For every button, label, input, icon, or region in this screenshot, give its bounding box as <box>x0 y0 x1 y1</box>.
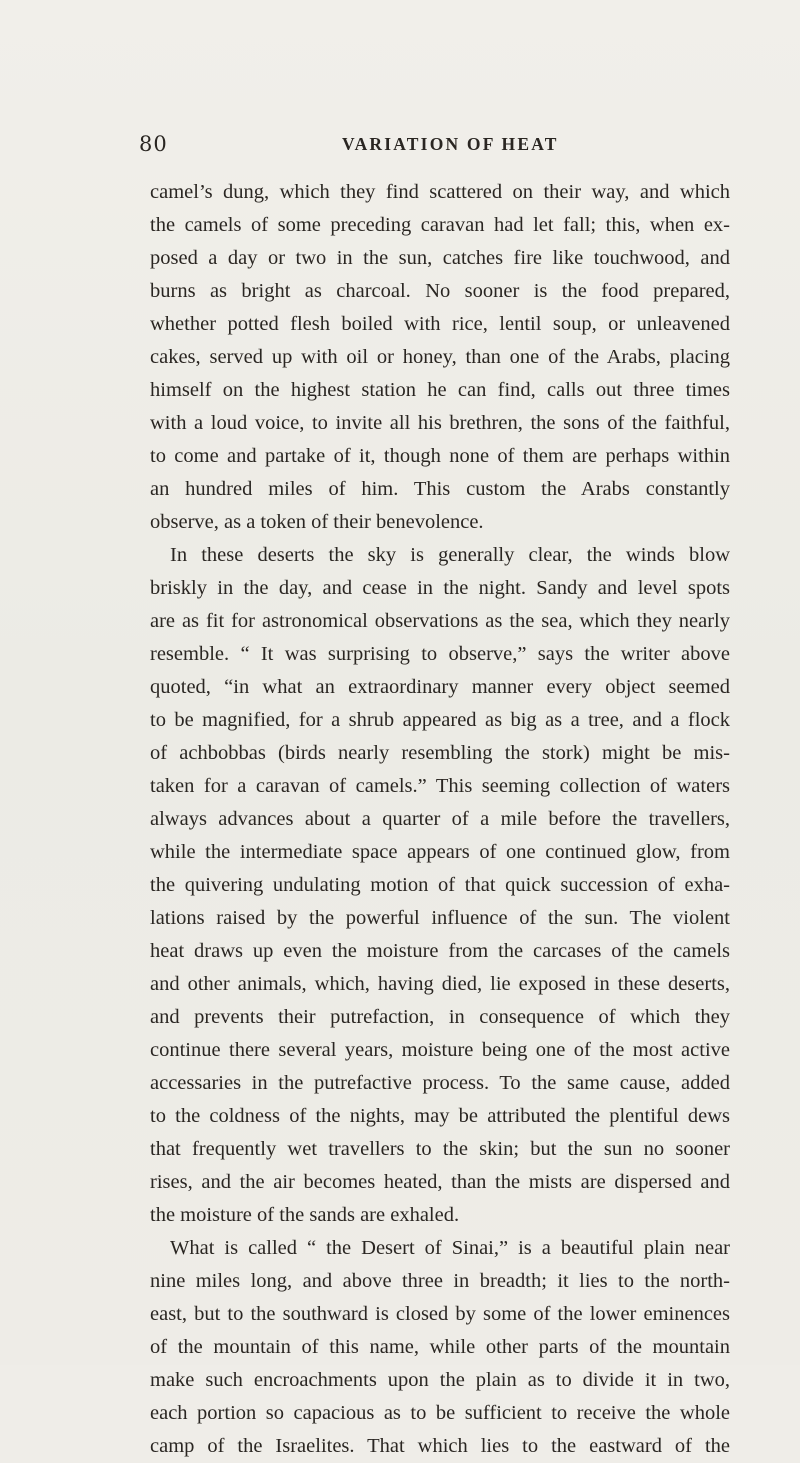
text-line: east, but to the southward is closed by some of the lower eminences <box>150 1303 730 1325</box>
page-number: 80 <box>139 132 168 156</box>
text-line: briskly in the day, and cease in the night. Sandy and level spots <box>150 577 730 599</box>
text-line: that frequently wet travellers to the skin; but the sun no sooner <box>150 1138 730 1160</box>
text-line: while the intermediate space appears of one continued glow, from <box>150 841 730 863</box>
body-text <box>150 176 730 1463</box>
text-line: taken for a caravan of camels.” This seeming collection of waters <box>150 775 730 797</box>
text-line: What is called “ the Desert of Sinai,” is a beautiful plain near <box>170 1237 730 1259</box>
text-line: an hundred miles of him. This custom the Arabs constantly <box>150 478 730 500</box>
text-line: the quivering undulating motion of that quick succession of exha- <box>150 874 730 896</box>
text-line: observe, as a token of their benevolence. <box>150 511 484 533</box>
text-line: always advances about a quarter of a mile before the travellers, <box>150 808 730 830</box>
text-line: quoted, “in what an extraordinary manner every object seemed <box>150 676 730 698</box>
text-line: In these deserts the sky is generally clear, the winds blow <box>170 544 730 566</box>
text-line: each portion so capacious as to be sufficient to receive the whole <box>150 1402 730 1424</box>
text-line: cakes, served up with oil or honey, than one of the Arabs, placing <box>150 346 730 368</box>
text-line: are as fit for astronomical observations as the sea, which they nearly <box>150 610 730 632</box>
text-line: himself on the highest station he can find, calls out three times <box>150 379 730 401</box>
text-line: the camels of some preceding caravan had let fall; this, when ex- <box>150 214 730 236</box>
running-head: VARIATION OF HEAT <box>342 134 559 154</box>
text-line: camel’s dung, which they find scattered on their way, and which <box>150 181 730 203</box>
text-line: rises, and the air becomes heated, than the mists are dispersed and <box>150 1171 730 1193</box>
text-line: continue there several years, moisture being one of the most active <box>150 1039 730 1061</box>
text-line: to come and partake of it, though none of them are perhaps within <box>150 445 730 467</box>
text-line: camp of the Israelites. That which lies to the eastward of the <box>150 1435 730 1457</box>
text-line: make such encroachments upon the plain as to divide it in two, <box>150 1369 730 1391</box>
text-line: burns as bright as charcoal. No sooner is the food prepared, <box>150 280 730 302</box>
text-line: heat draws up even the moisture from the carcases of the camels <box>150 940 730 962</box>
page-header <box>139 132 729 162</box>
text-line: whether potted flesh boiled with rice, lentil soup, or unleavened <box>150 313 730 335</box>
text-line: of achbobbas (birds nearly resembling the stork) might be mis- <box>150 742 730 764</box>
text-line: to the coldness of the nights, may be attributed the plentiful dews <box>150 1105 730 1127</box>
text-line: of the mountain of this name, while other parts of the mountain <box>150 1336 730 1358</box>
text-line: posed a day or two in the sun, catches fire like touchwood, and <box>150 247 730 269</box>
text-line: and prevents their putrefaction, in consequence of which they <box>150 1006 730 1028</box>
text-line: nine miles long, and above three in breadth; it lies to the north- <box>150 1270 730 1292</box>
text-line: the moisture of the sands are exhaled. <box>150 1204 460 1226</box>
text-line: resemble. “ It was surprising to observe,” says the writer above <box>150 643 730 665</box>
text-line: to be magnified, for a shrub appeared as big as a tree, and a flock <box>150 709 730 731</box>
text-line: lations raised by the powerful influence of the sun. The violent <box>150 907 730 929</box>
text-line: with a loud voice, to invite all his brethren, the sons of the faithful, <box>150 412 730 434</box>
text-line: and other animals, which, having died, lie exposed in these deserts, <box>150 973 730 995</box>
text-line: accessaries in the putrefactive process. To the same cause, added <box>150 1072 730 1094</box>
